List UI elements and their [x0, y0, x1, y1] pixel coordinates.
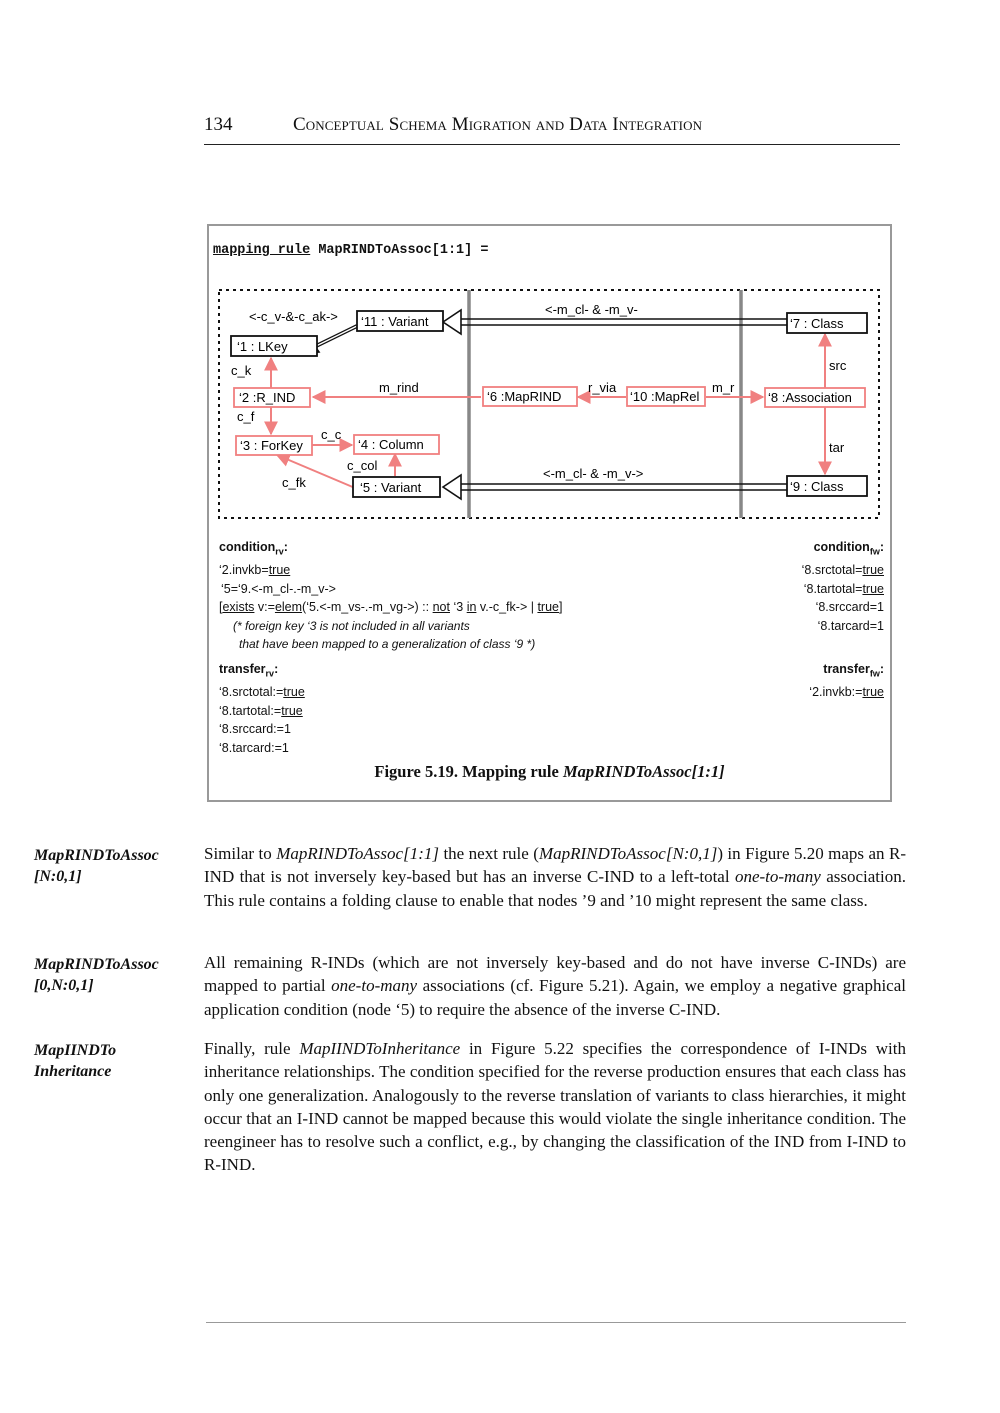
svg-text:‘10 :MapRel: ‘10 :MapRel — [630, 389, 700, 404]
label-c-k: c_k — [231, 363, 252, 378]
node-class-7 — [787, 313, 867, 333]
condition-rv-line-1: ‘2.invkb=true — [219, 563, 291, 577]
transfer-rv-line-4: ‘8.tarcard:=1 — [219, 740, 289, 755]
svg-text:‘11 : Variant: ‘11 : Variant — [361, 314, 429, 329]
rule-name: MapRINDToAssoc[1:1] = — [318, 243, 489, 258]
node-association-8 — [765, 388, 865, 407]
svg-text:‘4 : Column: ‘4 : Column — [358, 437, 424, 452]
node-forkey-3 — [236, 436, 312, 455]
svg-text:‘1 : LKey: ‘1 : LKey — [237, 339, 288, 354]
condition-fw-line-2: ‘8.tartotal=true — [803, 581, 884, 596]
transfer-rv-line-2: ‘8.tartotal:=true — [219, 703, 303, 718]
running-head — [204, 114, 900, 145]
label-m-cl-m-v-bottom: <-m_cl- & -m_v-> — [543, 466, 644, 481]
paragraph-maprindtoassoc-n01: Similar to MapRINDToAssoc[1:1] the next rule (MapRINDToAssoc[N:0,1]) in Figure 5.20 maps an R-IND that is not inversely key-based but has an inverse C-IND to a left-total one-to-many association. This rule contains a folding clause to enable that nodes ’9 and ’10 might represent the same class. — [204, 844, 907, 910]
footer-rule — [206, 1322, 906, 1323]
node-variant-11 — [357, 311, 443, 331]
transfer-fw — [809, 660, 884, 702]
label-src: src — [829, 358, 847, 373]
condition-rv-comment-2: that have been mapped to a generalization of class ‘9 *) — [239, 637, 536, 651]
svg-text:‘6 :MapRIND: ‘6 :MapRIND — [487, 389, 562, 404]
label-m-rind: m_rind — [379, 380, 419, 395]
rule-keyword: mapping rule — [213, 243, 311, 258]
svg-text:‘2 :R_IND: ‘2 :R_IND — [239, 390, 296, 405]
label-c-f: c_f — [237, 409, 255, 424]
transfer-rv-line-1: ‘8.srctotal:=true — [219, 685, 305, 699]
condition-rv — [219, 538, 639, 654]
node-column-4 — [354, 435, 439, 454]
margin-note-maprindtoassoc-0n01: MapRINDToAssoc [0,N:0,1] — [34, 956, 159, 994]
condition-fw — [802, 538, 884, 635]
label-m-cl-m-v-top: <-m_cl- & -m_v- — [545, 302, 638, 317]
condition-rv-title: condition$_{rv}$: — [219, 540, 288, 557]
node-rind-2 — [234, 388, 310, 407]
margin-note-maprindtoassoc-n01: MapRINDToAssoc [N:0,1] — [34, 847, 159, 885]
node-class-9 — [787, 476, 867, 496]
figure-caption: Figure 5.19. Mapping rule MapRINDToAssoc[1:1] — [374, 762, 725, 781]
condition-rv-line-3: [exists v:=elem(‘5.<-m_vs-.-m_vg->) :: not ‘3 in v.-c_fk-> | true] — [219, 600, 563, 614]
label-c-col: c_col — [347, 458, 378, 473]
transfer-fw-title: transfer$_{fw}$: — [823, 662, 884, 679]
transfer-rv-line-3: ‘8.srccard:=1 — [219, 722, 291, 736]
node-maprind-6 — [483, 387, 577, 406]
label-c-fk: c_fk — [282, 475, 306, 490]
margin-note-mapiindtoinheritance: MapIINDTo Inheritance — [34, 1042, 117, 1080]
transfer-rv — [219, 660, 305, 757]
svg-text:‘7 : Class: ‘7 : Class — [790, 316, 844, 331]
svg-text:‘8 :Association: ‘8 :Association — [768, 390, 852, 405]
label-c-c: c_c — [321, 427, 342, 442]
condition-fw-line-4: ‘8.tarcard=1 — [817, 618, 884, 633]
node-lkey-1 — [231, 336, 317, 356]
label-tar: tar — [829, 440, 845, 455]
condition-fw-line-3: ‘8.srccard=1 — [815, 600, 884, 614]
label-m-r: m_r — [712, 380, 735, 395]
svg-text:‘9 : Class: ‘9 : Class — [790, 479, 844, 494]
condition-rv-line-2: ‘5=‘9.<-m_cl-.-m_v-> — [221, 581, 336, 596]
condition-fw-title: condition$_{fw}$: — [813, 540, 884, 557]
label-c-v-ak: <-c_v-&-c_ak-> — [249, 309, 338, 324]
transfer-fw-line-1: ‘2.invkb:=true — [809, 685, 884, 699]
node-maprel-10 — [627, 387, 705, 406]
condition-rv-comment-1: (* foreign key ‘3 is not included in all variants — [233, 618, 470, 633]
running-title: Conceptual Schema Migration and Data Integration — [293, 114, 703, 135]
svg-text:‘3 : ForKey: ‘3 : ForKey — [240, 438, 303, 453]
figure-5-19 — [207, 224, 892, 802]
condition-fw-line-1: ‘8.srctotal=true — [801, 563, 884, 577]
rule-diagram — [209, 226, 890, 526]
paragraph-mapiindtoinheritance: Finally, rule MapIINDToInheritance in Figure 5.22 specifies the correspondence of I-INDs with inheritance relationships. The condition specified for the reverse production ensures that each class has only one generalization. Analogously to the reverse translation of variants to class hierarchies, it might occur that an I-IND cannot be mapped because this would violate the single inheritance condition. The reengineer has to resolve such a conflict, e.g., by changing the classification of the IND from I-IND to R-IND. — [204, 1039, 906, 1175]
node-variant-5 — [353, 477, 440, 497]
transfer-rv-title: transfer$_{rv}$: — [219, 662, 279, 679]
svg-text:‘5 : Variant: ‘5 : Variant — [360, 480, 422, 495]
page-number: 134 — [204, 114, 233, 135]
paragraph-maprindtoassoc-0n01: All remaining R-INDs (which are not inversely key-based and do not have inverse C-INDs) are mapped to partial one-to-many associations (cf. Figure 5.21). Again, we employ a negative graphical application condition (node ‘5) to require the absence of the inverse C-IND. — [204, 953, 906, 1019]
label-r-via: r_via — [588, 380, 617, 395]
